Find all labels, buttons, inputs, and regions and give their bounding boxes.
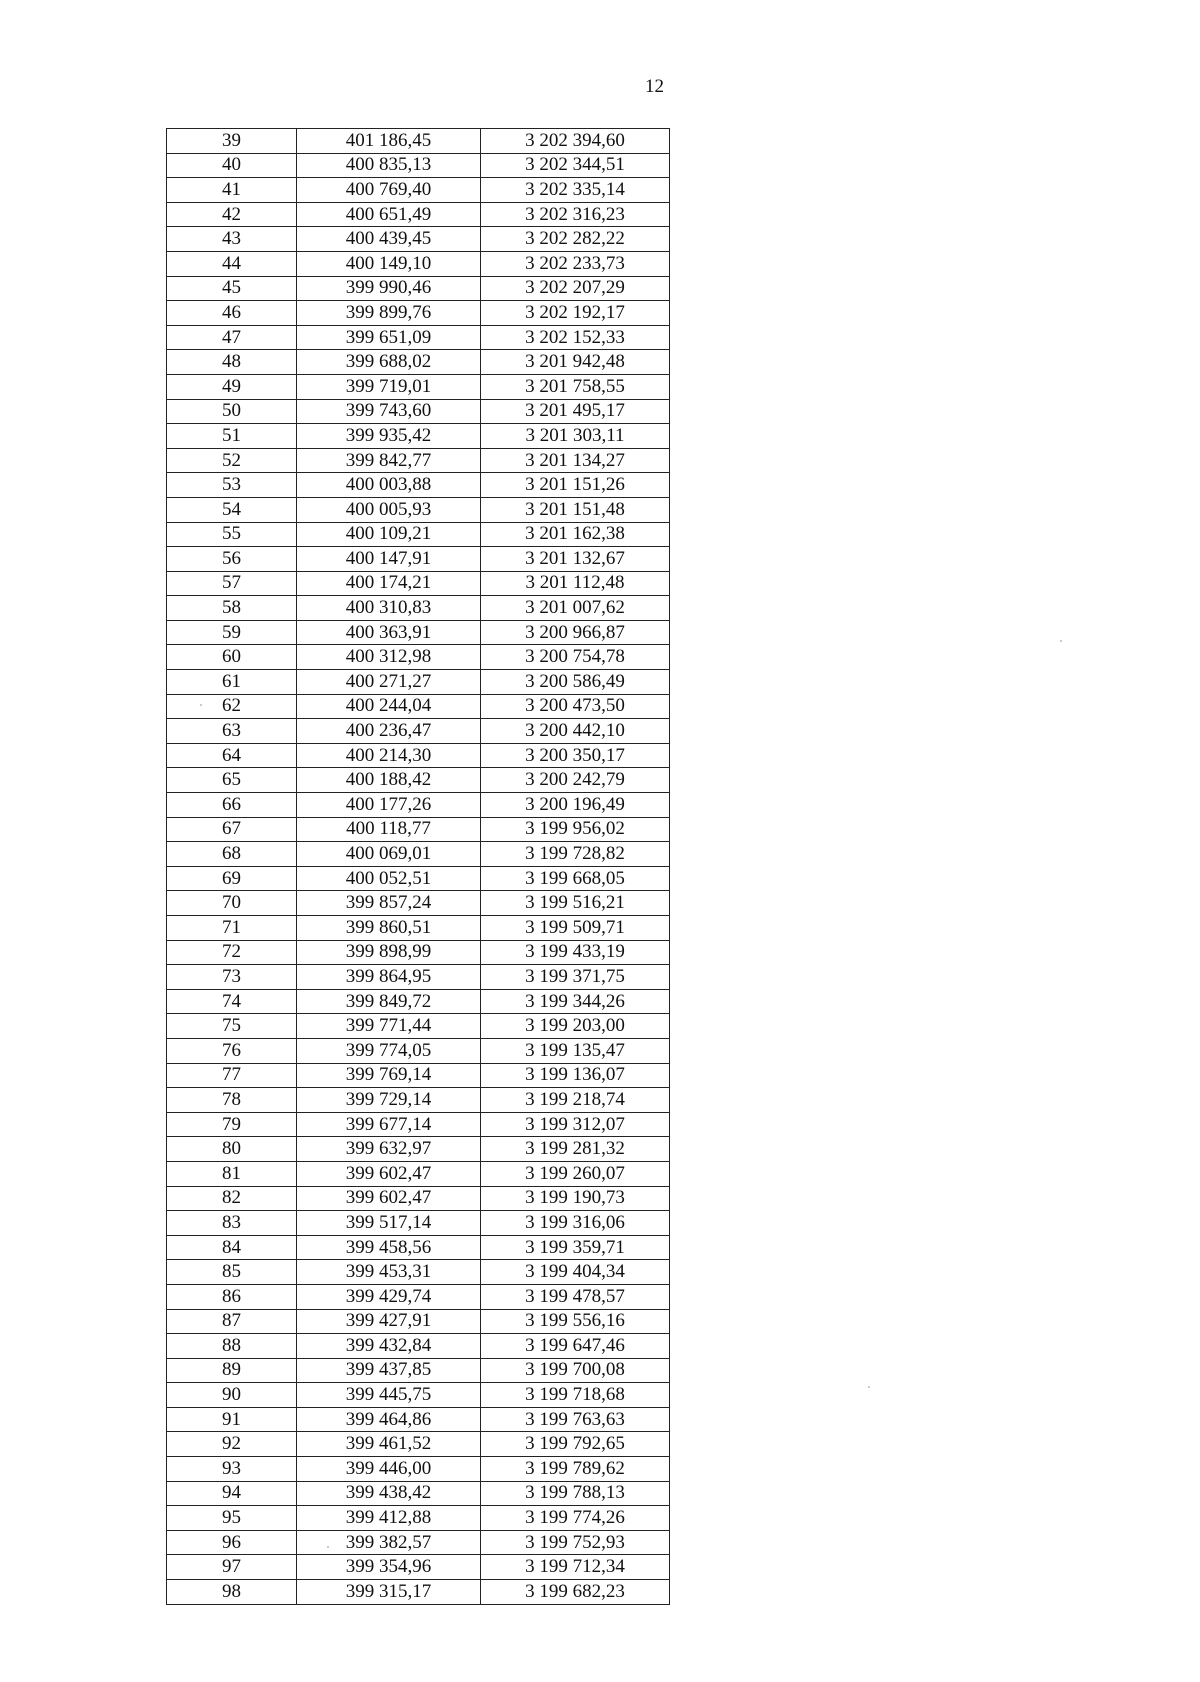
point-number-cell: 92 (167, 1432, 297, 1457)
point-number-cell: 57 (167, 571, 297, 596)
x-coordinate-cell: 399 774,05 (297, 1038, 481, 1063)
x-coordinate-cell: 401 186,45 (297, 129, 481, 154)
x-coordinate-cell: 400 147,91 (297, 547, 481, 572)
point-number-cell: 67 (167, 817, 297, 842)
table-row (167, 374, 670, 399)
scan-speck (1060, 640, 1062, 642)
table-row (167, 670, 670, 695)
x-coordinate-cell: 400 109,21 (297, 522, 481, 547)
table-row (167, 129, 670, 154)
x-coordinate-cell: 399 898,99 (297, 940, 481, 965)
table-row (167, 891, 670, 916)
y-coordinate-cell: 3 199 281,32 (481, 1137, 670, 1162)
y-coordinate-cell: 3 200 586,49 (481, 670, 670, 695)
y-coordinate-cell: 3 201 151,26 (481, 473, 670, 498)
y-coordinate-cell: 3 202 394,60 (481, 129, 670, 154)
y-coordinate-cell: 3 200 754,78 (481, 645, 670, 670)
point-number-cell: 59 (167, 620, 297, 645)
point-number-cell: 69 (167, 866, 297, 891)
table-row (167, 473, 670, 498)
y-coordinate-cell: 3 199 789,62 (481, 1457, 670, 1482)
point-number-cell: 86 (167, 1284, 297, 1309)
point-number-cell: 73 (167, 965, 297, 990)
x-coordinate-cell: 400 271,27 (297, 670, 481, 695)
y-coordinate-cell: 3 199 359,71 (481, 1235, 670, 1260)
point-number-cell: 89 (167, 1358, 297, 1383)
scan-speck (200, 704, 202, 706)
y-coordinate-cell: 3 199 509,71 (481, 916, 670, 941)
point-number-cell: 51 (167, 424, 297, 449)
point-number-cell: 97 (167, 1555, 297, 1580)
y-coordinate-cell: 3 199 788,13 (481, 1481, 670, 1506)
scan-speck (868, 1386, 870, 1388)
y-coordinate-cell: 3 199 728,82 (481, 842, 670, 867)
table-row (167, 448, 670, 473)
point-number-cell: 76 (167, 1038, 297, 1063)
x-coordinate-cell: 399 743,60 (297, 399, 481, 424)
table-row (167, 1063, 670, 1088)
table-row (167, 743, 670, 768)
x-coordinate-cell: 400 244,04 (297, 694, 481, 719)
point-number-cell: 43 (167, 227, 297, 252)
x-coordinate-cell: 400 312,98 (297, 645, 481, 670)
x-coordinate-cell: 399 438,42 (297, 1481, 481, 1506)
x-coordinate-cell: 399 461,52 (297, 1432, 481, 1457)
y-coordinate-cell: 3 200 966,87 (481, 620, 670, 645)
scan-speck (327, 1546, 329, 1548)
y-coordinate-cell: 3 199 792,65 (481, 1432, 670, 1457)
x-coordinate-cell: 399 632,97 (297, 1137, 481, 1162)
y-coordinate-cell: 3 199 647,46 (481, 1334, 670, 1359)
point-number-cell: 98 (167, 1580, 297, 1605)
y-coordinate-cell: 3 200 196,49 (481, 793, 670, 818)
x-coordinate-cell: 400 118,77 (297, 817, 481, 842)
table-row (167, 1481, 670, 1506)
point-number-cell: 41 (167, 178, 297, 203)
point-number-cell: 58 (167, 596, 297, 621)
x-coordinate-cell: 399 427,91 (297, 1309, 481, 1334)
x-coordinate-cell: 400 214,30 (297, 743, 481, 768)
table-row (167, 1407, 670, 1432)
y-coordinate-cell: 3 201 151,48 (481, 497, 670, 522)
x-coordinate-cell: 400 052,51 (297, 866, 481, 891)
y-coordinate-cell: 3 200 350,17 (481, 743, 670, 768)
point-number-cell: 52 (167, 448, 297, 473)
table-row (167, 842, 670, 867)
point-number-cell: 70 (167, 891, 297, 916)
table-row (167, 596, 670, 621)
table-row (167, 916, 670, 941)
y-coordinate-cell: 3 202 344,51 (481, 153, 670, 178)
point-number-cell: 75 (167, 1014, 297, 1039)
table-row (167, 620, 670, 645)
y-coordinate-cell: 3 199 668,05 (481, 866, 670, 891)
x-coordinate-cell: 399 677,14 (297, 1112, 481, 1137)
x-coordinate-cell: 399 464,86 (297, 1407, 481, 1432)
point-number-cell: 84 (167, 1235, 297, 1260)
x-coordinate-cell: 399 771,44 (297, 1014, 481, 1039)
table-row (167, 1432, 670, 1457)
point-number-cell: 83 (167, 1211, 297, 1236)
y-coordinate-cell: 3 199 344,26 (481, 989, 670, 1014)
x-coordinate-cell: 399 437,85 (297, 1358, 481, 1383)
x-coordinate-cell: 400 651,49 (297, 202, 481, 227)
x-coordinate-cell: 399 864,95 (297, 965, 481, 990)
point-number-cell: 68 (167, 842, 297, 867)
point-number-cell: 95 (167, 1506, 297, 1531)
table-row (167, 251, 670, 276)
x-coordinate-cell: 399 729,14 (297, 1088, 481, 1113)
y-coordinate-cell: 3 200 442,10 (481, 719, 670, 744)
table-row (167, 1457, 670, 1482)
table-row (167, 768, 670, 793)
coordinates-table-body (167, 129, 670, 1605)
point-number-cell: 61 (167, 670, 297, 695)
point-number-cell: 39 (167, 129, 297, 154)
y-coordinate-cell: 3 199 316,06 (481, 1211, 670, 1236)
table-row (167, 719, 670, 744)
y-coordinate-cell: 3 199 774,26 (481, 1506, 670, 1531)
table-row (167, 227, 670, 252)
table-row (167, 1161, 670, 1186)
y-coordinate-cell: 3 201 007,62 (481, 596, 670, 621)
table-row (167, 1088, 670, 1113)
point-number-cell: 49 (167, 374, 297, 399)
point-number-cell: 79 (167, 1112, 297, 1137)
point-number-cell: 63 (167, 719, 297, 744)
y-coordinate-cell: 3 199 752,93 (481, 1530, 670, 1555)
table-row (167, 1235, 670, 1260)
table-row (167, 1358, 670, 1383)
y-coordinate-cell: 3 199 516,21 (481, 891, 670, 916)
point-number-cell: 48 (167, 350, 297, 375)
y-coordinate-cell: 3 201 134,27 (481, 448, 670, 473)
coordinates-table (166, 128, 670, 1605)
point-number-cell: 77 (167, 1063, 297, 1088)
point-number-cell: 46 (167, 301, 297, 326)
table-row (167, 1112, 670, 1137)
table-row (167, 1038, 670, 1063)
y-coordinate-cell: 3 199 478,57 (481, 1284, 670, 1309)
x-coordinate-cell: 399 445,75 (297, 1383, 481, 1408)
y-coordinate-cell: 3 201 112,48 (481, 571, 670, 596)
table-row (167, 522, 670, 547)
x-coordinate-cell: 399 849,72 (297, 989, 481, 1014)
y-coordinate-cell: 3 202 192,17 (481, 301, 670, 326)
point-number-cell: 91 (167, 1407, 297, 1432)
table-row (167, 694, 670, 719)
y-coordinate-cell: 3 199 763,63 (481, 1407, 670, 1432)
table-row (167, 1284, 670, 1309)
table-row (167, 1555, 670, 1580)
point-number-cell: 55 (167, 522, 297, 547)
x-coordinate-cell: 399 354,96 (297, 1555, 481, 1580)
table-row (167, 1530, 670, 1555)
y-coordinate-cell: 3 201 942,48 (481, 350, 670, 375)
table-row (167, 571, 670, 596)
table-row (167, 817, 670, 842)
point-number-cell: 96 (167, 1530, 297, 1555)
x-coordinate-cell: 400 439,45 (297, 227, 481, 252)
y-coordinate-cell: 3 199 682,23 (481, 1580, 670, 1605)
x-coordinate-cell: 399 458,56 (297, 1235, 481, 1260)
y-coordinate-cell: 3 199 135,47 (481, 1038, 670, 1063)
y-coordinate-cell: 3 199 404,34 (481, 1260, 670, 1285)
table-row (167, 1383, 670, 1408)
table-row (167, 350, 670, 375)
y-coordinate-cell: 3 202 152,33 (481, 325, 670, 350)
x-coordinate-cell: 400 363,91 (297, 620, 481, 645)
point-number-cell: 50 (167, 399, 297, 424)
table-row (167, 1260, 670, 1285)
y-coordinate-cell: 3 199 312,07 (481, 1112, 670, 1137)
table-row (167, 178, 670, 203)
y-coordinate-cell: 3 199 260,07 (481, 1161, 670, 1186)
table-row (167, 202, 670, 227)
x-coordinate-cell: 400 188,42 (297, 768, 481, 793)
point-number-cell: 42 (167, 202, 297, 227)
point-number-cell: 56 (167, 547, 297, 572)
y-coordinate-cell: 3 199 433,19 (481, 940, 670, 965)
point-number-cell: 53 (167, 473, 297, 498)
table-row (167, 1186, 670, 1211)
point-number-cell: 78 (167, 1088, 297, 1113)
table-row (167, 940, 670, 965)
y-coordinate-cell: 3 201 758,55 (481, 374, 670, 399)
y-coordinate-cell: 3 199 218,74 (481, 1088, 670, 1113)
point-number-cell: 62 (167, 694, 297, 719)
point-number-cell: 54 (167, 497, 297, 522)
x-coordinate-cell: 400 236,47 (297, 719, 481, 744)
point-number-cell: 85 (167, 1260, 297, 1285)
point-number-cell: 90 (167, 1383, 297, 1408)
y-coordinate-cell: 3 199 371,75 (481, 965, 670, 990)
table-row (167, 153, 670, 178)
x-coordinate-cell: 400 174,21 (297, 571, 481, 596)
point-number-cell: 71 (167, 916, 297, 941)
point-number-cell: 47 (167, 325, 297, 350)
y-coordinate-cell: 3 199 190,73 (481, 1186, 670, 1211)
x-coordinate-cell: 399 453,31 (297, 1260, 481, 1285)
table-row (167, 301, 670, 326)
table-row (167, 866, 670, 891)
y-coordinate-cell: 3 202 335,14 (481, 178, 670, 203)
table-row (167, 965, 670, 990)
point-number-cell: 93 (167, 1457, 297, 1482)
x-coordinate-cell: 399 651,09 (297, 325, 481, 350)
x-coordinate-cell: 399 935,42 (297, 424, 481, 449)
y-coordinate-cell: 3 199 700,08 (481, 1358, 670, 1383)
x-coordinate-cell: 399 857,24 (297, 891, 481, 916)
table-row (167, 424, 670, 449)
x-coordinate-cell: 400 003,88 (297, 473, 481, 498)
y-coordinate-cell: 3 202 233,73 (481, 251, 670, 276)
point-number-cell: 66 (167, 793, 297, 818)
x-coordinate-cell: 399 517,14 (297, 1211, 481, 1236)
x-coordinate-cell: 399 769,14 (297, 1063, 481, 1088)
table-row (167, 989, 670, 1014)
point-number-cell: 82 (167, 1186, 297, 1211)
y-coordinate-cell: 3 201 495,17 (481, 399, 670, 424)
point-number-cell: 60 (167, 645, 297, 670)
x-coordinate-cell: 399 719,01 (297, 374, 481, 399)
table-row (167, 1137, 670, 1162)
x-coordinate-cell: 399 990,46 (297, 276, 481, 301)
table-row (167, 547, 670, 572)
x-coordinate-cell: 400 069,01 (297, 842, 481, 867)
point-number-cell: 64 (167, 743, 297, 768)
y-coordinate-cell: 3 201 162,38 (481, 522, 670, 547)
x-coordinate-cell: 400 005,93 (297, 497, 481, 522)
x-coordinate-cell: 399 842,77 (297, 448, 481, 473)
x-coordinate-cell: 400 769,40 (297, 178, 481, 203)
y-coordinate-cell: 3 201 303,11 (481, 424, 670, 449)
table-row (167, 1211, 670, 1236)
point-number-cell: 72 (167, 940, 297, 965)
x-coordinate-cell: 399 382,57 (297, 1530, 481, 1555)
y-coordinate-cell: 3 199 956,02 (481, 817, 670, 842)
table-row (167, 645, 670, 670)
y-coordinate-cell: 3 199 203,00 (481, 1014, 670, 1039)
y-coordinate-cell: 3 202 207,29 (481, 276, 670, 301)
table-row (167, 1014, 670, 1039)
point-number-cell: 94 (167, 1481, 297, 1506)
y-coordinate-cell: 3 199 718,68 (481, 1383, 670, 1408)
x-coordinate-cell: 399 688,02 (297, 350, 481, 375)
x-coordinate-cell: 400 149,10 (297, 251, 481, 276)
y-coordinate-cell: 3 200 242,79 (481, 768, 670, 793)
table-row (167, 793, 670, 818)
x-coordinate-cell: 400 177,26 (297, 793, 481, 818)
table-row (167, 1580, 670, 1605)
table-row (167, 276, 670, 301)
x-coordinate-cell: 399 432,84 (297, 1334, 481, 1359)
table-row (167, 497, 670, 522)
x-coordinate-cell: 399 602,47 (297, 1186, 481, 1211)
point-number-cell: 40 (167, 153, 297, 178)
x-coordinate-cell: 399 412,88 (297, 1506, 481, 1531)
x-coordinate-cell: 399 860,51 (297, 916, 481, 941)
point-number-cell: 65 (167, 768, 297, 793)
page-number: 12 (645, 76, 664, 97)
point-number-cell: 74 (167, 989, 297, 1014)
x-coordinate-cell: 399 602,47 (297, 1161, 481, 1186)
table-row (167, 325, 670, 350)
y-coordinate-cell: 3 199 712,34 (481, 1555, 670, 1580)
point-number-cell: 44 (167, 251, 297, 276)
point-number-cell: 81 (167, 1161, 297, 1186)
point-number-cell: 87 (167, 1309, 297, 1334)
y-coordinate-cell: 3 199 556,16 (481, 1309, 670, 1334)
table-row (167, 1309, 670, 1334)
point-number-cell: 88 (167, 1334, 297, 1359)
table-row (167, 1506, 670, 1531)
y-coordinate-cell: 3 202 316,23 (481, 202, 670, 227)
point-number-cell: 45 (167, 276, 297, 301)
point-number-cell: 80 (167, 1137, 297, 1162)
x-coordinate-cell: 399 899,76 (297, 301, 481, 326)
y-coordinate-cell: 3 200 473,50 (481, 694, 670, 719)
x-coordinate-cell: 399 315,17 (297, 1580, 481, 1605)
table-row (167, 399, 670, 424)
y-coordinate-cell: 3 202 282,22 (481, 227, 670, 252)
x-coordinate-cell: 399 429,74 (297, 1284, 481, 1309)
x-coordinate-cell: 400 835,13 (297, 153, 481, 178)
y-coordinate-cell: 3 201 132,67 (481, 547, 670, 572)
x-coordinate-cell: 400 310,83 (297, 596, 481, 621)
x-coordinate-cell: 399 446,00 (297, 1457, 481, 1482)
table-row (167, 1334, 670, 1359)
y-coordinate-cell: 3 199 136,07 (481, 1063, 670, 1088)
